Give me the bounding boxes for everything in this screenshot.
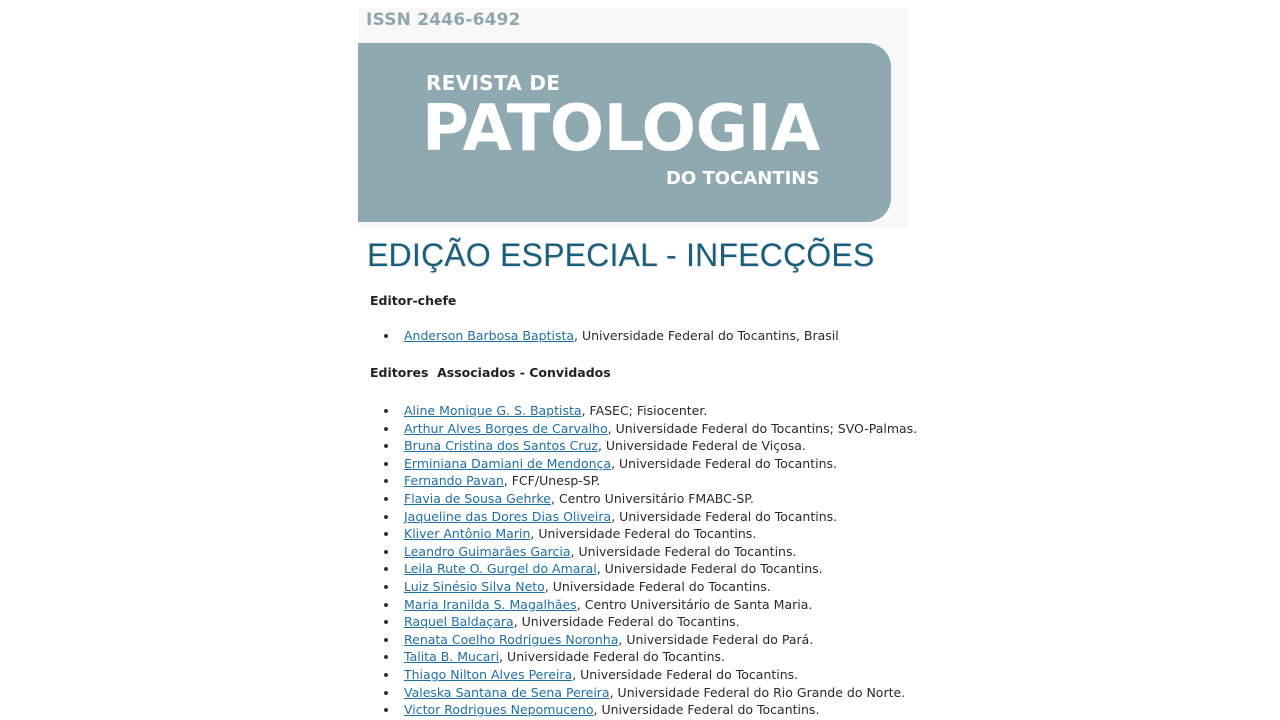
list-item [384, 543, 917, 561]
editor-link[interactable]: Fernando Pavan [404, 473, 504, 489]
editor-link[interactable]: Raquel Baldaçara [404, 614, 514, 630]
editor-chief-list [384, 327, 839, 345]
affiliation: , Universidade Federal do Tocantins. [499, 649, 726, 665]
bullet-icon [384, 532, 388, 536]
bullet-icon [384, 603, 388, 607]
list-item [384, 525, 917, 543]
affiliation: , Centro Universitário de Santa Maria. [576, 596, 813, 612]
editor-link[interactable]: Bruna Cristina dos Santos Cruz [404, 438, 598, 454]
editor-link[interactable]: Kliver Antônio Marin [404, 526, 531, 542]
affiliation: , FASEC; Fisiocenter. [581, 403, 708, 418]
editor-link[interactable]: Anderson Barbosa Baptista [404, 328, 575, 343]
list-item [384, 490, 917, 508]
affiliation: , Universidade Federal do Tocantins. [572, 666, 799, 682]
affiliation: , Universidade Federal do Tocantins. [570, 543, 797, 559]
affiliation: , Universidade Federal do Tocantins; SVO-Palmas. [607, 420, 918, 436]
list-item [384, 613, 917, 631]
list-item [384, 437, 917, 455]
bullet-icon [384, 444, 388, 448]
editor-link[interactable]: Talita B. Mucari [404, 649, 500, 665]
banner-revista-de: REVISTA DE [426, 71, 561, 95]
affiliation: , Universidade Federal do Tocantins, Brasil [574, 328, 839, 343]
list-item [384, 402, 917, 420]
editor-link[interactable]: Jaqueline das Dores Dias Oliveira [404, 508, 612, 524]
list-item [384, 578, 917, 596]
associate-editors-heading [370, 365, 611, 380]
list-item [384, 631, 917, 649]
affiliation: , Universidade Federal do Pará. [618, 631, 814, 647]
list-item [384, 666, 917, 684]
page-title: EDIÇÃO ESPECIAL - INFECÇÕES [367, 237, 875, 273]
issn-label: ISSN 2446-6492 [366, 10, 521, 30]
list-item [384, 648, 917, 666]
editor-chief-heading: Editor-chefe [370, 293, 457, 308]
bullet-icon [384, 691, 388, 695]
affiliation: , Universidade Federal do Tocantins. [530, 526, 757, 542]
editor-link[interactable]: Flavia de Sousa Gehrke [404, 490, 551, 506]
editor-link[interactable]: Erminiana Damiani de Mendonça [404, 455, 612, 471]
bullet-icon [384, 550, 388, 554]
editor-link[interactable]: Arthur Alves Borges de Carvalho [404, 420, 608, 436]
bullet-icon [384, 462, 388, 466]
bullet-icon [384, 567, 388, 571]
bullet-icon [384, 479, 388, 483]
list-item [384, 508, 917, 526]
bullet-icon [384, 515, 388, 519]
editor-link[interactable]: Renata Coelho Rodrigues Noronha [404, 631, 619, 647]
journal-banner [358, 8, 908, 228]
list-item [384, 560, 917, 578]
editor-link[interactable]: Aline Monique G. S. Baptista [404, 403, 582, 418]
list-item [384, 420, 917, 438]
list-item [384, 455, 917, 473]
editor-link[interactable]: Valeska Santana de Sena Pereira [404, 684, 610, 700]
banner-patologia: PATOLOGIA [422, 92, 820, 166]
list-item [384, 701, 917, 719]
bullet-icon [384, 409, 388, 413]
bullet-icon [384, 673, 388, 677]
editor-link[interactable]: Thiago Nilton Alves Pereira [404, 666, 573, 682]
bullet-icon [384, 655, 388, 659]
editor-link[interactable]: Victor Rodrigues Nepomuceno [404, 702, 594, 718]
affiliation: , Universidade Federal do Tocantins. [611, 508, 838, 524]
affiliation: , Universidade Federal do Rio Grande do Norte. [609, 684, 906, 700]
affiliation: , Universidade Federal do Tocantins. [611, 455, 837, 471]
affiliation: , Universidade Federal do Tocantins. [593, 702, 820, 718]
bullet-icon [384, 708, 388, 712]
associate-editors-list [384, 402, 917, 719]
editor-link[interactable]: Luiz Sinésio Silva Neto [404, 578, 545, 594]
affiliation: , Universidade Federal do Tocantins. [596, 561, 823, 577]
associate-editors-label: Editores Associados - Convidados [370, 365, 611, 380]
bullet-icon [384, 638, 388, 642]
bullet-icon [384, 620, 388, 624]
banner-do-tocantins: DO TOCANTINS [666, 168, 820, 189]
editor-link[interactable]: Maria Iranilda S. Magalhães [404, 596, 577, 612]
bullet-icon [384, 585, 388, 589]
list-item [384, 327, 839, 345]
list-item [384, 684, 917, 702]
affiliation: , Centro Universitário FMABC-SP. [551, 490, 754, 506]
affiliation: , Universidade Federal do Tocantins. [544, 578, 771, 594]
affiliation: , Universidade Federal de Viçosa. [597, 438, 806, 454]
editor-link[interactable]: Leila Rute O. Gurgel do Amaral [404, 561, 597, 577]
affiliation: , FCF/Unesp-SP. [503, 473, 601, 489]
list-item [384, 472, 917, 490]
list-item [384, 596, 917, 614]
bullet-icon [384, 334, 388, 338]
bullet-icon [384, 427, 388, 431]
affiliation: , Universidade Federal do Tocantins. [513, 614, 740, 630]
editor-link[interactable]: Leandro Guimarães Garcia [404, 543, 571, 559]
bullet-icon [384, 497, 388, 501]
banner-block [358, 43, 891, 222]
